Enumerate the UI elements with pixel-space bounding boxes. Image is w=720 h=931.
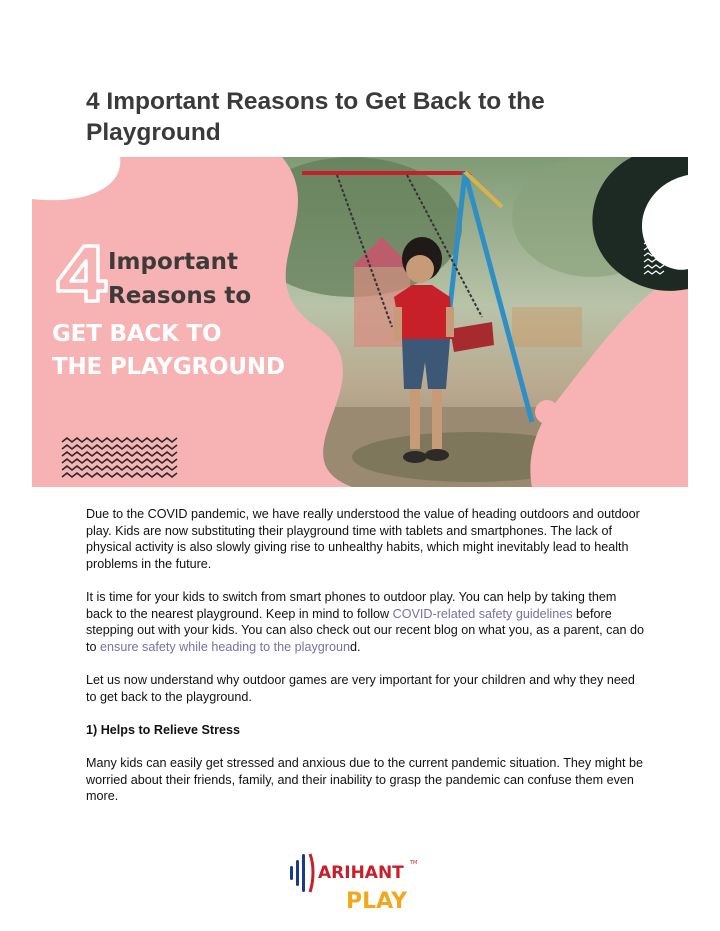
arihant-play-logo	[288, 850, 428, 916]
paragraph-text: It is time for your kids to switch from smart phones to outdoor play. You can help by taking them back to the nearest playground. Keep in mind to follow	[86, 589, 617, 621]
section-heading-stress: 1) Helps to Relieve Stress	[86, 722, 240, 737]
paragraph-switch	[86, 589, 646, 655]
paragraph-text: d.	[349, 639, 361, 654]
svg-text:TM: TM	[410, 860, 418, 866]
safety-blog-link[interactable]: ensure safety while heading to the playgroun	[100, 639, 350, 654]
banner-numeral-four	[50, 243, 110, 303]
hero-banner	[32, 157, 688, 487]
article-body	[86, 506, 646, 821]
paragraph-text: before stepping out with your kids. You can also check out our recent blog on what you, as a parent, can do to	[86, 606, 644, 654]
banner-line-important: Important	[108, 249, 239, 275]
banner-line-get-back: GET BACK TO	[52, 321, 222, 347]
covid-guidelines-link[interactable]: COVID-related safety guidelines	[392, 606, 573, 621]
svg-text:PLAY: PLAY	[346, 889, 407, 914]
banner-text	[32, 157, 688, 487]
page-title: 4 Important Reasons to Get Back to the Playground	[86, 88, 545, 146]
paragraph-intro: Due to the COVID pandemic, we have really understood the value of heading outdoors and outdoor play. Kids are now substituting their playground time with tablets and smartphones. The lack of physical activity is also slowly giving rise to unhealthy habits, which might inevitably lead to health problems in the future.	[86, 507, 640, 571]
paragraph-understand: Let us now understand why outdoor games are very important for your children and why they need to get back to the playground.	[86, 672, 635, 704]
svg-text:ARIHANT: ARIHANT	[318, 863, 404, 883]
banner-line-reasons: Reasons to	[108, 283, 252, 309]
paragraph-stress: Many kids can easily get stressed and anxious due to the current pandemic situation. They might be worried about their friends, family, and their inability to grasp the pandemic can confuse them even more.	[86, 755, 644, 804]
banner-line-playground: THE PLAYGROUND	[52, 354, 285, 380]
